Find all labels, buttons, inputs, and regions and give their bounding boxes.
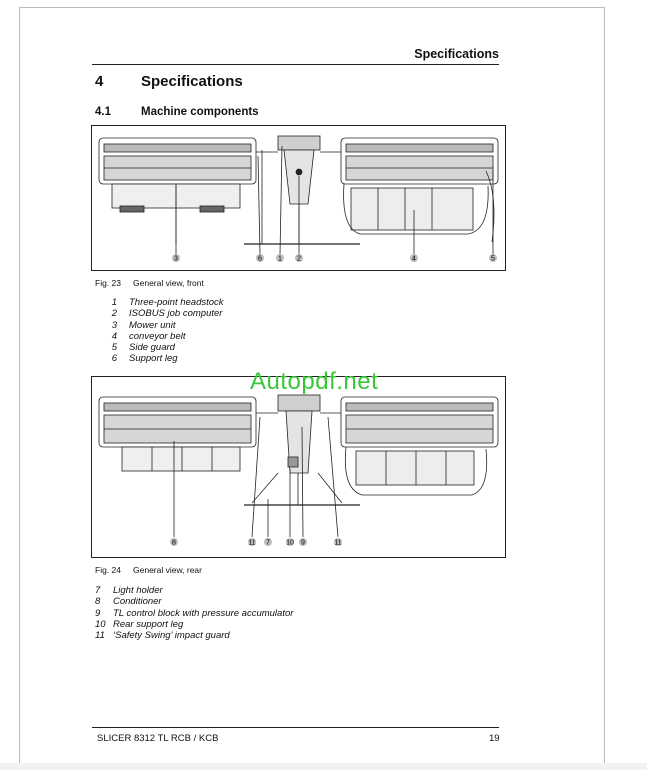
callout-1: 1 xyxy=(278,255,282,263)
section-number: 4 xyxy=(95,73,104,90)
subsection-number: 4.1 xyxy=(95,106,111,118)
legend-number: 3 xyxy=(111,319,117,331)
legend-number: 11 xyxy=(95,630,105,642)
legend-number: 8 xyxy=(95,596,101,608)
legend-text: ‘Safety Swing’ impact guard xyxy=(113,630,230,642)
callout-10: 10 xyxy=(286,539,294,547)
page-gutter xyxy=(0,763,647,770)
legend-item xyxy=(104,353,224,364)
legend-text: Rear support leg xyxy=(113,618,184,630)
legend-rear xyxy=(95,585,293,641)
legend-number: 2 xyxy=(111,308,117,320)
legend-item xyxy=(104,308,224,319)
legend-number: 9 xyxy=(95,607,101,619)
legend-item xyxy=(104,297,224,308)
legend-text: Conditioner xyxy=(113,596,162,608)
legend-number: 7 xyxy=(95,585,101,596)
legend-text: Light holder xyxy=(113,585,163,596)
header-rule xyxy=(92,64,499,65)
front-callouts xyxy=(172,254,497,263)
legend-number: 4 xyxy=(111,330,117,342)
figure-caption-text: General view, front xyxy=(133,278,204,288)
callout-11-right: 11 xyxy=(334,539,342,547)
machine-front-drawing xyxy=(92,126,505,270)
legend-text: Mower unit xyxy=(129,319,176,331)
figure-caption-text: General view, rear xyxy=(133,565,202,575)
watermark-text: Autopdf.net xyxy=(250,368,379,395)
page-number: 19 xyxy=(489,733,500,744)
legend-item xyxy=(95,630,293,641)
legend-number: 10 xyxy=(95,618,106,630)
legend-text: Three-point headstock xyxy=(129,297,224,308)
rear-callouts xyxy=(170,538,342,547)
legend-number: 5 xyxy=(111,342,117,354)
footer-model: SLICER 8312 TL RCB / KCB xyxy=(97,733,219,744)
machine-rear-drawing xyxy=(92,377,505,557)
callout-3: 3 xyxy=(174,255,178,263)
callout-5: 5 xyxy=(491,255,495,263)
figure-caption-rear xyxy=(95,565,202,575)
legend-number: 1 xyxy=(111,297,117,308)
legend-text: ISOBUS job computer xyxy=(129,308,223,320)
callout-6: 6 xyxy=(258,255,262,263)
legend-item xyxy=(104,331,224,342)
figure-label: Fig. 24 xyxy=(95,565,121,575)
legend-text: Side guard xyxy=(129,342,175,354)
legend-text: TL control block with pressure accumulator xyxy=(113,607,294,619)
legend-front xyxy=(104,297,224,365)
legend-item xyxy=(95,585,293,596)
section-title: Specifications xyxy=(141,73,243,90)
legend-text: conveyor belt xyxy=(129,330,186,342)
callout-9: 9 xyxy=(301,539,305,547)
figure-caption-front xyxy=(95,278,204,288)
legend-item xyxy=(95,619,293,630)
callout-7: 7 xyxy=(266,539,270,547)
legend-item xyxy=(95,596,293,607)
subsection-title: Machine components xyxy=(141,106,259,118)
figure-label: Fig. 23 xyxy=(95,278,121,288)
legend-item xyxy=(95,608,293,619)
callout-2: 2 xyxy=(297,255,301,263)
callout-11-left: 11 xyxy=(248,539,256,547)
figure-front-view xyxy=(91,125,506,271)
running-header: Specifications xyxy=(414,47,499,61)
figure-rear-view xyxy=(91,376,506,558)
legend-text: Support leg xyxy=(129,353,178,365)
callout-4: 4 xyxy=(412,255,416,263)
legend-item xyxy=(104,342,224,353)
callout-8: 8 xyxy=(172,539,176,547)
legend-number: 6 xyxy=(111,353,117,365)
footer-rule xyxy=(92,727,499,728)
legend-item xyxy=(104,320,224,331)
